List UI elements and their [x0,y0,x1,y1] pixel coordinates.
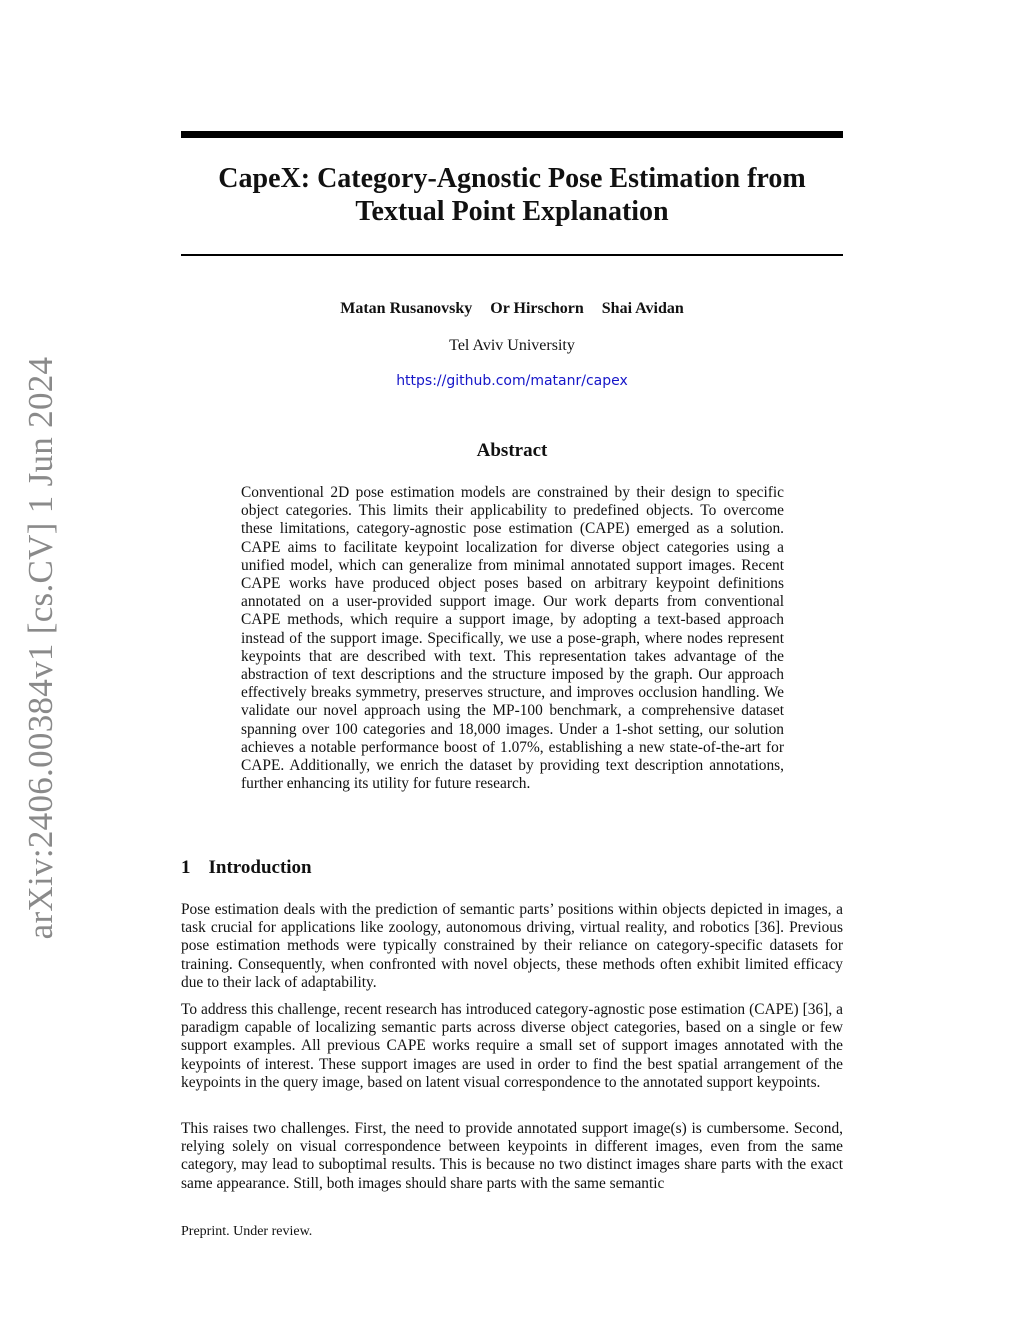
intro-paragraph: This raises two challenges. First, the need to provide annotated support image(s) is cumbersome. Second, relying solely on visual correspondence between keypoints in different images, even from the same category, may lead to suboptimal results. This is because no two distinct images share parts with the exact same appearance. Still, both images should share parts with the same semantic [181,1120,843,1192]
section-title: Introduction [208,857,312,878]
abstract-heading: Abstract [476,440,548,461]
author-affiliation: Tel Aviv University [449,337,575,354]
section-number: 1 [181,857,191,878]
abstract-text: Conventional 2D pose estimation models are constrained by their design to specific object categories. This limits their applicability to predefined objects. To overcome these limitations, category-agnostic pose estimation (CAPE) emerged as a solution. CAPE aims to facilitate keypoint localization for diverse object categories using a unified model, which can generalize from minimal annotated support images. Recent CAPE works have produced object poses based on arbitrary keypoint definitions annotated on a user-provided support image. Our work departs from conventional CAPE methods, which require a support image, by adopting a text-based approach instead of the support image. Specifically, we use a pose-graph, where nodes represent keypoints that are described with text. This representation takes advantage of the abstraction of text descriptions and the structure imposed by the graph. Our approach effectively breaks symmetry, preserves structure, and improves occlusion handling. We validate our novel approach using the MP-100 benchmark, a comprehensive dataset spanning over 100 categories and 18,000 images. Under a 1-shot setting, our solution achieves a notable performance boost of 1.07%, establishing a new state-of-the-art for CAPE. Additionally, we enrich the dataset by providing text description annotations, further enhancing its utility for future research. [241,484,784,793]
author-name: Shai Avidan [601,300,684,317]
intro-paragraph: To address this challenge, recent research has introduced category-agnostic pose estimation (CAPE) [36], a paradigm capable of localizing semantic parts across diverse object categories, based on a single or few support examples. All previous CAPE works require a small set of support images annotated with the keypoints of interest. These support images are used in order to find the best spatial arrangement of the keypoints in the query image, based on latent visual correspondence to the annotated support keypoints. [181,1001,843,1091]
intro-paragraph: Pose estimation deals with the prediction of semantic parts’ positions within objects depicted in images, a task crucial for applications like zoology, autonomous driving, virtual reality, and robotics [36]. Previous pose estimation methods were typically constrained by their reliance on category-specific datasets for training. Consequently, when confronted with novel objects, these methods often exhibit limited efficacy due to their lack of adaptability. [181,901,843,991]
section-heading-introduction [181,857,581,879]
author-name: Matan Rusanovsky [340,300,473,317]
author-list [181,300,843,318]
author-name: Or Hirschorn [490,300,584,317]
paper-title: CapeX: Category-Agnostic Pose Estimation from Textual Point Explanation [218,163,806,227]
title-bottom-rule [181,254,843,256]
github-repo-link[interactable]: https://github.com/matanr/capex [396,373,628,389]
title-top-rule [181,131,843,138]
arxiv-identifier-stamp: arXiv:2406.00384v1 [cs.CV] 1 Jun 2024 [21,356,60,940]
preprint-footnote: Preprint. Under review. [181,1224,313,1239]
